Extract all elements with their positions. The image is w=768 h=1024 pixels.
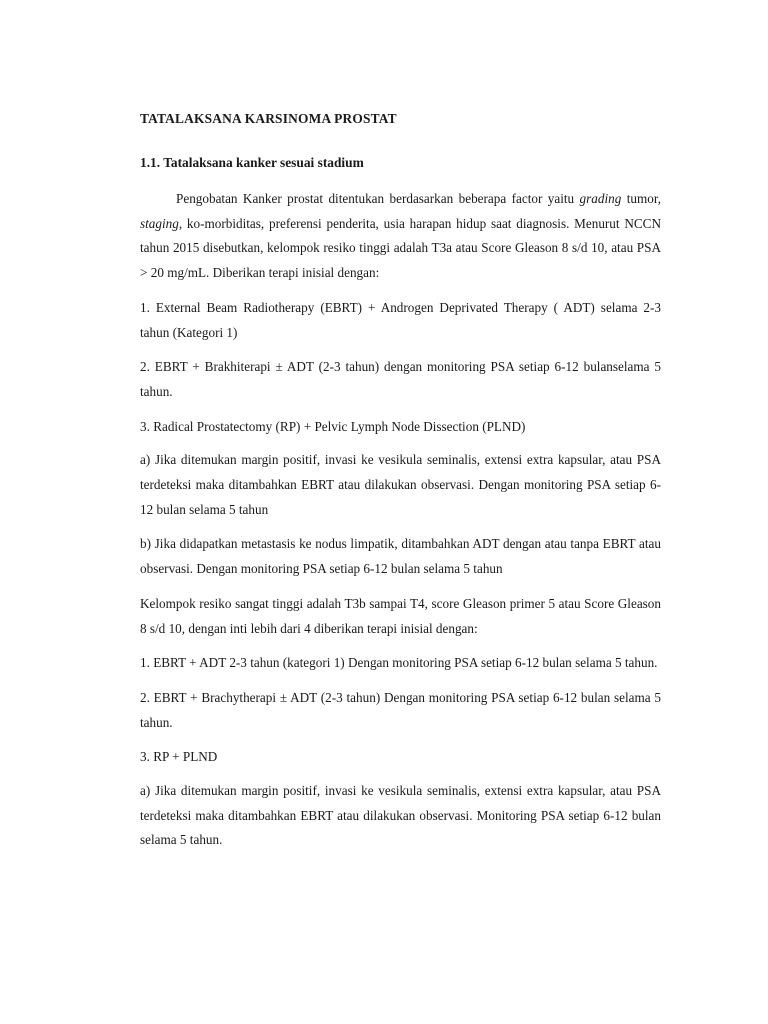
high-risk-item-3b: b) Jika didapatkan metastasis ke nodus limpatik, ditambahkan ADT dengan atau tanpa EBRT atau observasi. Dengan monitoring PSA setiap 6-12 bulan selama 5 tahun bbox=[140, 536, 661, 577]
very-high-risk-item-2: 2. EBRT + Brachytherapi ± ADT (2-3 tahun) Dengan monitoring PSA setiap 6-12 bulan selama 5 tahun. bbox=[140, 689, 661, 730]
very-high-risk-item-3a: a) Jika ditemukan margin positif, invasi ke vesikula seminalis, extensi extra kapsular, atau PSA terdeteksi maka ditambahkan EBRT atau dilakukan observasi. Monitoring PSA setiap 6-12 bulan selama 5 tahun. bbox=[140, 783, 661, 848]
very-high-risk-item-1: 1. EBRT + ADT 2-3 tahun (kategori 1) Dengan monitoring PSA setiap 6-12 bulan selama 5 tahun. bbox=[140, 655, 658, 671]
document-title: TATALAKSANA KARSINOMA PROSTAT bbox=[140, 111, 397, 126]
intro-paragraph bbox=[140, 187, 661, 286]
high-risk-item-1: 1. External Beam Radiotherapy (EBRT) + Androgen Deprivated Therapy ( ADT) selama 2-3 tahun (Kategori 1) bbox=[140, 299, 661, 340]
document-body bbox=[140, 108, 661, 863]
very-high-risk-intro: Kelompok resiko sangat tinggi adalah T3b sampai T4, score Gleason primer 5 atau Score Gleason 8 s/d 10, dengan inti lebih dari 4 diberikan terapi inisial dengan: bbox=[140, 595, 661, 636]
high-risk-item-2: 2. EBRT + Brakhiterapi ± ADT (2-3 tahun) dengan monitoring PSA setiap 6-12 bulanselama 5 tahun. bbox=[140, 359, 661, 399]
intro-emphasis-staging: staging bbox=[140, 215, 179, 231]
intro-text-3: , ko-morbiditas, preferensi penderita, usia harapan hidup saat diagnosis. Menurut NCCN tahun 2015 disebutkan, kelompok resiko tinggi adalah T3a atau Score Gleason 8 s/d 10, atau PSA > 20 mg/mL. Diberikan terapi inisial dengan: bbox=[140, 215, 661, 281]
high-risk-item-3a: a) Jika ditemukan margin positif, invasi ke vesikula seminalis, extensi extra kapsular, atau PSA terdeteksi maka ditambahkan EBRT atau dilakukan observasi. Dengan monitoring PSA setiap 6-12 bulan selama 5 tahun bbox=[140, 452, 661, 517]
very-high-risk-item-3: 3. RP + PLND bbox=[140, 749, 218, 765]
high-risk-item-3: 3. Radical Prostatectomy (RP) + Pelvic Lymph Node Dissection (PLND) bbox=[140, 418, 526, 434]
section-heading: 1.1. Tatalaksana kanker sesuai stadium bbox=[140, 155, 364, 170]
intro-emphasis-grading: grading bbox=[579, 191, 622, 206]
intro-text-1: Pengobatan Kanker prostat ditentukan berdasarkan beberapa factor yaitu bbox=[176, 191, 580, 206]
intro-text-2: tumor, bbox=[621, 191, 661, 206]
